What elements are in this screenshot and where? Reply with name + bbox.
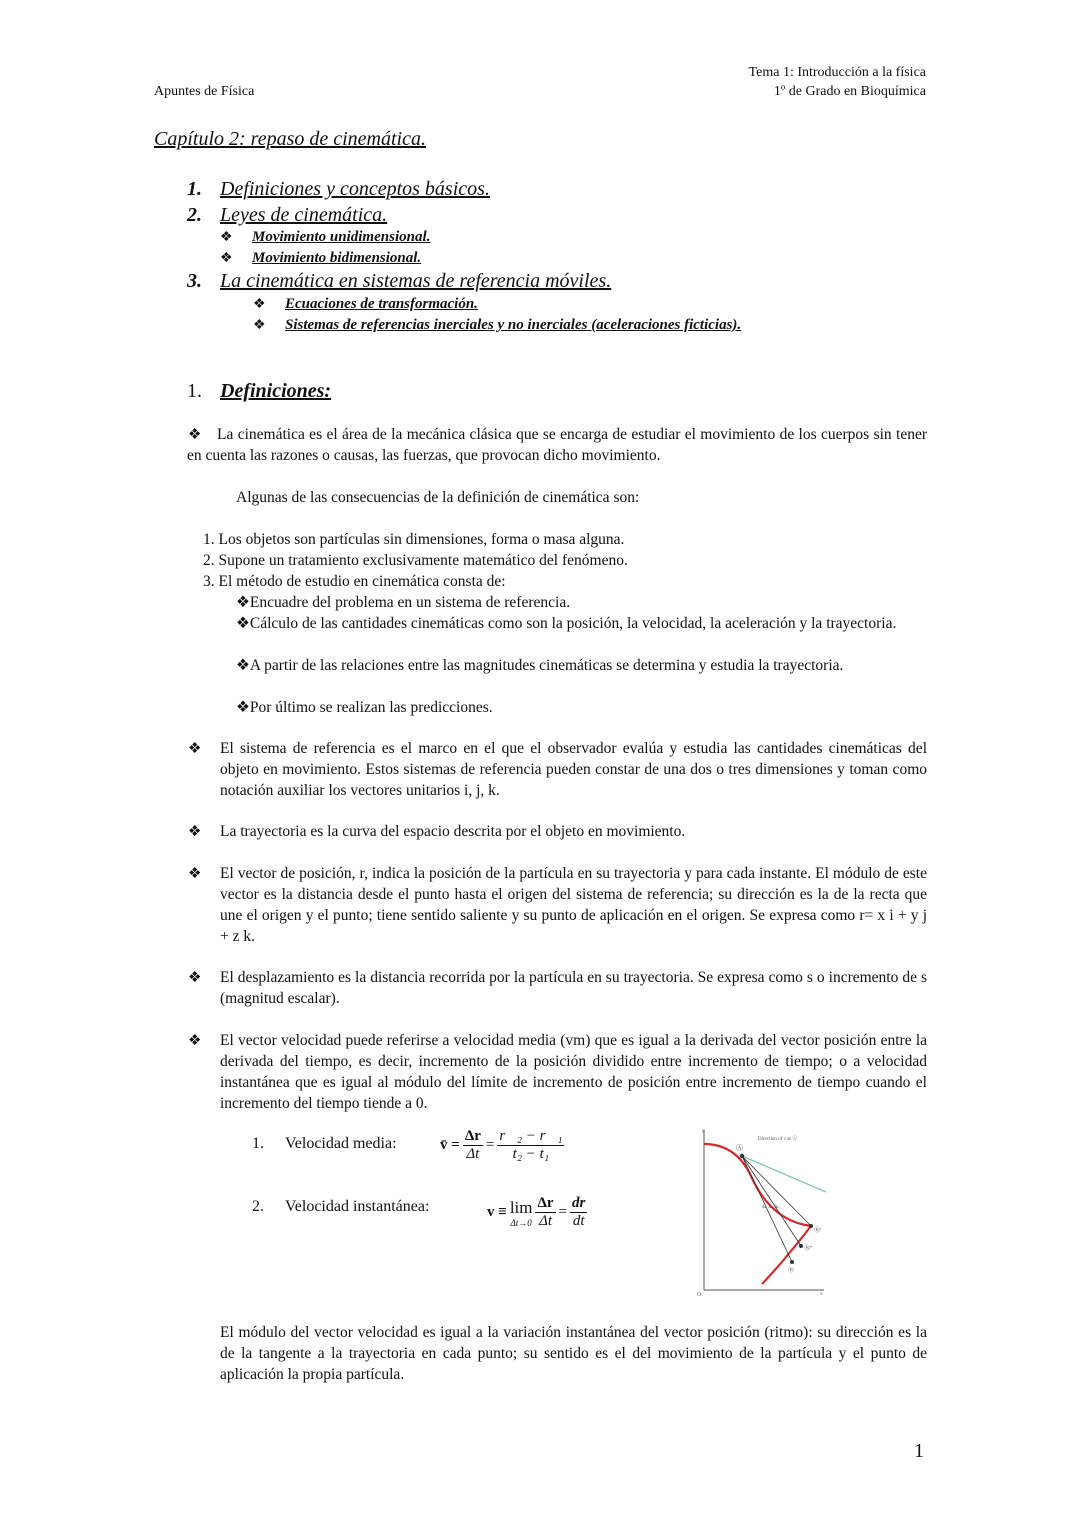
header-right-line2: 1º de Grado en Bioquímica [773, 84, 926, 99]
formula2-frac2 [570, 1195, 587, 1230]
header-left: Apuntes de Física [154, 84, 255, 99]
toc-item2: Leyes de cinemática. [220, 204, 388, 226]
delta-labels: Δr₁ Δr₂ Δr₃ [762, 1204, 780, 1209]
bullet-icon: ❖ [220, 230, 233, 245]
delta-r-line [742, 1156, 811, 1226]
bullet-icon: ❖ [188, 741, 202, 757]
toc-item3-sub1: Ecuaciones de transformación. [285, 296, 478, 312]
formula2-eq: = [558, 1204, 568, 1220]
formula1-num2: r⃗₂ − r⃗₁ [499, 1128, 563, 1144]
point-b-label: Ⓑ [788, 1268, 795, 1274]
bullet-icon: ❖ [188, 866, 202, 882]
formula1-frac1 [463, 1128, 483, 1163]
formula2-den1: Δt [539, 1213, 552, 1229]
point-b-marker [790, 1260, 794, 1264]
bullet-icon: ❖ [188, 970, 202, 986]
list-item-3: 3. El método de estudio en cinemática consta de: [203, 573, 506, 590]
formula2-frac1 [535, 1195, 555, 1230]
trajectory-curve [704, 1144, 811, 1284]
sublist-item-3: ❖A partir de las relaciones entre las magnitudes cinemáticas se determina y estudia la trayectoria. [236, 657, 844, 674]
bullet-icon: ❖ [188, 427, 202, 443]
paragraph-desplazamiento: El desplazamiento es la distancia recorrida por la partícula en su trayectoria. Se expresa como s o incremento de s (magnitud escalar). [220, 969, 927, 1007]
toc-item1: Definiciones y conceptos básicos. [220, 178, 490, 200]
toc-item3-sub2: Sistemas de referencias inerciales y no inerciales (aceleraciones ficticias). [285, 317, 742, 333]
bullet-icon: ❖ [220, 251, 233, 266]
formula2-label: Velocidad instantánea: [285, 1198, 430, 1215]
toc-item2-sub2: Movimiento bidimensional. [252, 250, 422, 266]
formula2-num1: Δr [537, 1195, 554, 1211]
paragraph-consecuencias: Algunas de las consecuencias de la definición de cinemática son: [236, 489, 640, 506]
sublist-item-2: ❖Cálculo de las cantidades cinemáticas como son la posición, la velocidad, la aceleración y la trayectoria. [236, 615, 897, 632]
point-a-marker [740, 1154, 744, 1158]
bullet-icon: ❖ [188, 824, 202, 840]
list-item-1: 1. Los objetos son partículas sin dimensiones, forma o masa alguna. [203, 531, 625, 548]
paragraph-modulo-velocidad: El módulo del vector velocidad es igual a la variación instantánea del vector posición (ritmo): su dirección es la de la tangente a la trayectoria en cada punto; su sentido es el del movimiento de la partícula y el punto de aplicación la propia partícula. [220, 1324, 927, 1383]
toc-item3-num: 3. [187, 270, 202, 292]
bullet-icon: ❖ [253, 297, 266, 312]
formula-velocidad-media [440, 1128, 564, 1163]
toc-item3: La cinemática en sistemas de referencia móviles. [220, 270, 612, 292]
formula2-limsub: Δt→0 [510, 1217, 532, 1228]
x-axis-label: x [820, 1292, 823, 1297]
formula1-label: Velocidad media: [285, 1135, 397, 1152]
page-number: 1 [914, 1440, 924, 1462]
tangent-line [742, 1156, 826, 1192]
formula2-lim: lim [509, 1197, 533, 1217]
point-a-label: Ⓐ [736, 1144, 743, 1152]
formula2-num: 2. [252, 1198, 264, 1215]
point-b1-marker [809, 1224, 813, 1228]
toc-item2-num: 2. [187, 204, 202, 226]
paragraph-vector-posicion: El vector de posición, r, indica la posición de la partícula en su trayectoria y para cada instante. El módulo de este vector es la distancia desde el punto hasta el origen del sistema de referencia; su dirección es la de la recta que une el origen y el punto; tiene sentido saliente y su punto de aplicación en el origen. Se expresa como r= x i + y j + z k. [220, 865, 927, 945]
formula1-den1: Δt [466, 1146, 480, 1162]
point-b2-label: Ⓑ'' [804, 1246, 813, 1252]
toc-item1-num: 1. [187, 178, 202, 200]
formula1-frac2 [497, 1128, 564, 1163]
formula1-den2: t₂ − t₁ [512, 1146, 550, 1162]
section1-num: 1. [187, 380, 202, 402]
point-b1-label: Ⓑ' [814, 1228, 822, 1234]
origin-label: O [697, 1292, 702, 1298]
diagram-title: Direction of v at Ⓐ [758, 1137, 798, 1142]
delta-r-line [742, 1156, 801, 1246]
trajectory-diagram [696, 1126, 836, 1306]
header-right-line1: Tema 1: Introducción a la física [748, 65, 926, 80]
y-axis-label: y [702, 1129, 705, 1134]
paragraph-trayectoria: La trayectoria es la curva del espacio descrita por el objeto en movimiento. [220, 823, 686, 840]
formula1-eq: = [485, 1137, 495, 1153]
formula2-num2: dr [572, 1195, 586, 1211]
formula1-num1: Δr [464, 1128, 481, 1144]
point-b2-marker [799, 1244, 803, 1248]
formula-velocidad-instantanea [487, 1195, 587, 1230]
bullet-icon: ❖ [253, 318, 266, 333]
sublist-item-1: ❖Encuadre del problema en un sistema de referencia. [236, 594, 571, 611]
formula1-num: 1. [252, 1135, 264, 1152]
paragraph-sistema-referencia: El sistema de referencia es el marco en el que el observador evalúa y estudia las cantidades cinemáticas del objeto en movimiento. Estos sistemas de referencia pueden constar de una dos o tres dimensiones y toman como notación auxiliar los vectores unitarios i, j, k. [220, 740, 927, 799]
bullet-icon: ❖ [188, 1033, 202, 1049]
chapter-title: Capítulo 2: repaso de cinemática. [154, 128, 426, 150]
section1-title: Definiciones: [220, 380, 332, 402]
formula2-limit [510, 1198, 533, 1228]
toc-item2-sub1: Movimiento unidimensional. [252, 229, 431, 245]
sublist-item-4: ❖Por último se realizan las predicciones. [236, 699, 493, 716]
formula2-lhs: v ≡ [487, 1204, 507, 1220]
formula2-den2: dt [572, 1213, 585, 1229]
list-item-2: 2. Supone un tratamiento exclusivamente matemático del fenómeno. [203, 552, 628, 569]
formula1-lhs: v̄ = [440, 1137, 460, 1153]
paragraph-vector-velocidad: El vector velocidad puede referirse a velocidad media (vm) que es igual a la derivada del vector posición entre la derivada del tiempo, es decir, incremento de la posición dividido entre incremento de tiempo; o a velocidad instantánea que es igual al módulo del límite de incremento de posición entre incremento de tiempo cuando el incremento del tiempo tiende a 0. [220, 1032, 927, 1112]
delta-r-line [742, 1156, 792, 1262]
paragraph-cinematica-def: La cinemática es el área de la mecánica clásica que se encarga de estudiar el movimiento de los cuerpos sin tener en cuenta las razones o causas, las fuerzas, que provocan dicho movimiento. [187, 426, 927, 464]
